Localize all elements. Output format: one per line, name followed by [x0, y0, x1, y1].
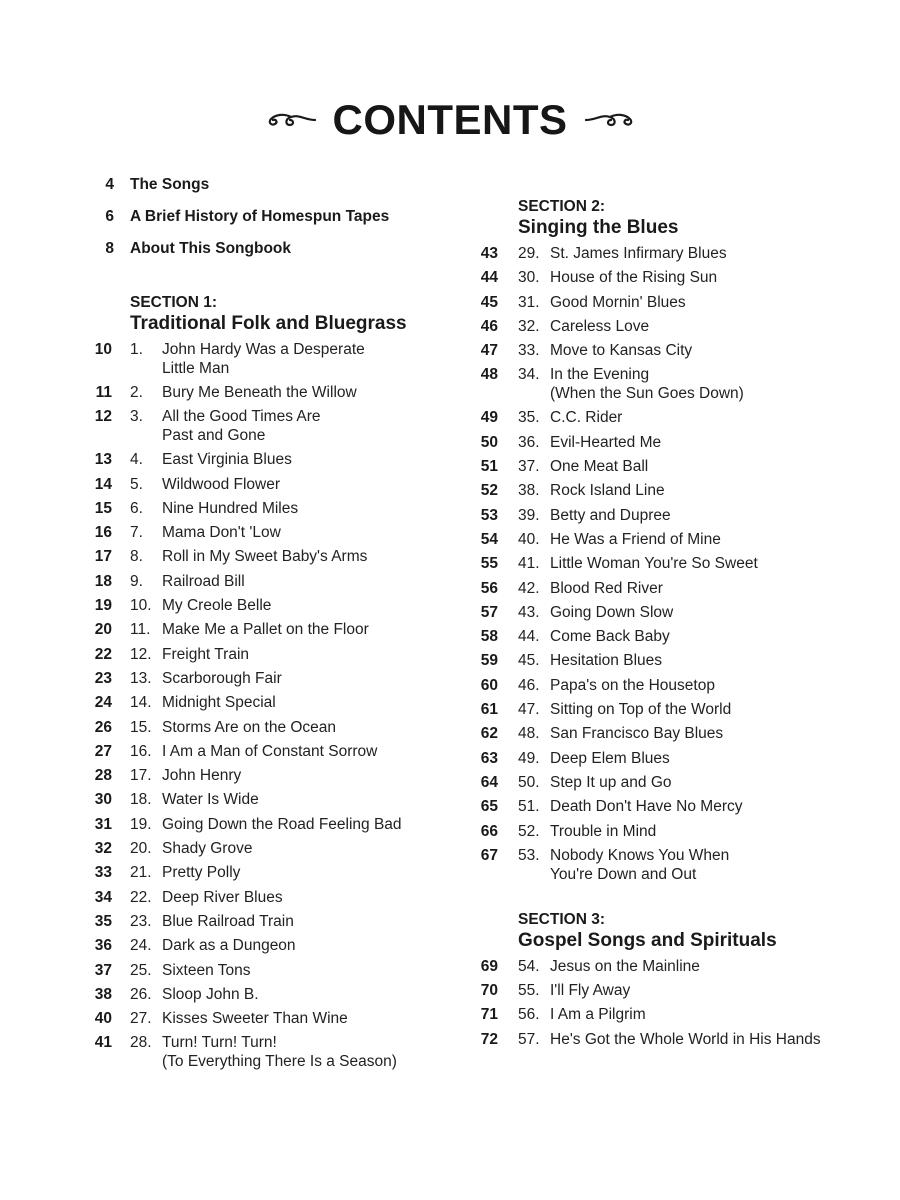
page-number: 35	[94, 912, 112, 930]
entry-title: The Songs	[130, 176, 210, 193]
song-number: 1.	[130, 341, 143, 358]
right-column	[468, 198, 868, 1054]
song-title: All the Good Times Are Past and Gone	[162, 408, 321, 445]
song-number: 38.	[518, 482, 540, 500]
song-title: One Meat Ball	[550, 458, 649, 476]
song-title: Turn! Turn! Turn! (To Everything There Is a Season)	[162, 1034, 397, 1071]
song-title: East Virginia Blues	[162, 451, 292, 469]
toc-entry[interactable]	[468, 1030, 868, 1054]
song-number: 24.	[130, 937, 152, 955]
toc-entry[interactable]	[80, 815, 440, 839]
song-title: Deep Elem Blues	[550, 749, 670, 767]
song-title: Roll in My Sweet Baby's Arms	[162, 548, 368, 566]
song-number: 33.	[518, 342, 540, 360]
song-number: 25.	[130, 961, 152, 979]
toc-entry[interactable]	[468, 651, 868, 675]
song-number: 52.	[518, 822, 540, 840]
page-number: 61	[480, 701, 498, 719]
song-title: Hesitation Blues	[550, 652, 663, 670]
song-number: 53.	[518, 846, 540, 864]
song-title: Trouble in Mind	[550, 822, 657, 840]
toc-entry[interactable]	[80, 596, 440, 620]
song-number: 28.	[130, 1034, 152, 1052]
toc-entry[interactable]	[468, 433, 868, 457]
section-header	[80, 294, 440, 336]
song-title: Blue Railroad Train	[162, 912, 294, 930]
song-title: Midnight Special	[162, 694, 276, 712]
toc-entry[interactable]	[80, 790, 440, 814]
page-number: 49	[480, 409, 498, 427]
page-number: 19	[94, 597, 112, 615]
page-number: 34	[94, 888, 112, 906]
song-title: Pretty Polly	[162, 864, 241, 882]
page-number: 16	[94, 524, 112, 542]
page-number: 27	[94, 742, 112, 760]
page-number: 23	[94, 669, 112, 687]
intro-item[interactable]	[80, 208, 440, 240]
song-title: C.C. Rider	[550, 409, 623, 427]
toc-entry[interactable]	[80, 863, 440, 887]
song-number: 14.	[130, 694, 152, 712]
page-number: 67	[480, 846, 498, 864]
page-number: 38	[94, 985, 112, 1003]
page-number: 8	[105, 240, 114, 257]
page-number: 13	[94, 451, 112, 469]
song-title: Mama Don't 'Low	[162, 524, 281, 542]
section-label: SECTION 2:	[518, 198, 605, 215]
right-flourish-icon	[582, 109, 636, 131]
page-number: 58	[480, 628, 498, 646]
page-number: 60	[480, 676, 498, 694]
page-number: 48	[480, 366, 498, 384]
section-gospel	[468, 911, 868, 1054]
song-title: I'll Fly Away	[550, 982, 631, 1000]
song-title: Kisses Sweeter Than Wine	[162, 1010, 348, 1028]
section-singing-blues	[468, 198, 868, 889]
toc-entry[interactable]	[80, 742, 440, 766]
song-number: 50.	[518, 773, 540, 791]
song-number: 29.	[518, 245, 540, 262]
song-number: 31.	[518, 293, 540, 311]
page-number: 37	[94, 961, 112, 979]
song-number: 57.	[518, 1030, 540, 1048]
song-title: Rock Island Line	[550, 482, 665, 500]
song-number: 34.	[518, 366, 540, 384]
song-number: 45.	[518, 652, 540, 670]
page-number: 71	[480, 1006, 498, 1024]
page-number: 28	[94, 767, 112, 785]
page-number: 32	[94, 840, 112, 858]
toc-entry[interactable]	[468, 981, 868, 1005]
song-title: Freight Train	[162, 645, 250, 663]
intro-item[interactable]	[80, 176, 440, 208]
song-number: 55.	[518, 982, 540, 1000]
toc-entry[interactable]	[80, 936, 440, 960]
page-number: 72	[480, 1030, 498, 1048]
toc-entry[interactable]	[468, 700, 868, 724]
song-number: 56.	[518, 1006, 540, 1024]
toc-entry[interactable]	[80, 475, 440, 499]
song-number: 21.	[130, 864, 152, 882]
section-header	[468, 911, 868, 953]
song-title: Sloop John B.	[162, 985, 259, 1003]
page-number: 65	[480, 798, 498, 816]
entry-title: A Brief History of Homespun Tapes	[130, 208, 390, 225]
toc-entry[interactable]	[80, 1009, 440, 1033]
song-number: 42.	[518, 579, 540, 597]
intro-item[interactable]	[80, 240, 440, 272]
toc-entry[interactable]	[468, 957, 868, 981]
page-number: 52	[480, 482, 498, 500]
song-title: Death Don't Have No Mercy	[550, 798, 743, 816]
song-number: 44.	[518, 628, 540, 646]
toc-entry[interactable]	[468, 797, 868, 821]
song-number: 40.	[518, 530, 540, 548]
song-title: Betty and Dupree	[550, 506, 671, 524]
song-title: Make Me a Pallet on the Floor	[162, 621, 369, 639]
song-title: Nobody Knows You When You're Down and Out	[550, 846, 730, 883]
song-number: 37.	[518, 458, 540, 476]
toc-entry[interactable]	[468, 724, 868, 748]
song-number: 11.	[130, 621, 151, 639]
toc-entry[interactable]	[80, 450, 440, 474]
toc-entry[interactable]	[468, 773, 868, 797]
page-number: 45	[480, 293, 498, 311]
toc-entry[interactable]	[468, 506, 868, 530]
toc-entry[interactable]	[80, 523, 440, 547]
page-number: 59	[480, 652, 498, 670]
song-title: Dark as a Dungeon	[162, 937, 296, 955]
song-title: Jesus on the Mainline	[550, 957, 700, 975]
toc-entry[interactable]	[468, 554, 868, 578]
toc-entry[interactable]	[80, 888, 440, 912]
toc-entry[interactable]	[468, 822, 868, 846]
song-number: 30.	[518, 269, 540, 287]
toc-entry[interactable]	[468, 603, 868, 627]
page-number: 14	[94, 475, 112, 493]
song-title: Bury Me Beneath the Willow	[162, 384, 357, 401]
left-flourish-icon	[265, 109, 319, 131]
page-number: 55	[480, 555, 498, 573]
song-title: Come Back Baby	[550, 628, 670, 646]
song-number: 17.	[130, 767, 152, 785]
toc-entry[interactable]	[468, 676, 868, 700]
toc-entry[interactable]	[80, 547, 440, 571]
toc-entry[interactable]	[80, 985, 440, 1009]
toc-entry[interactable]	[80, 961, 440, 985]
page-number: 18	[94, 572, 112, 590]
toc-entry[interactable]	[80, 620, 440, 644]
toc-entry[interactable]	[468, 408, 868, 432]
song-title: Going Down the Road Feeling Bad	[162, 815, 402, 833]
page-number: 63	[480, 749, 498, 767]
song-title: Little Woman You're So Sweet	[550, 555, 758, 573]
song-number: 4.	[130, 451, 143, 469]
song-number: 22.	[130, 888, 152, 906]
song-number: 27.	[130, 1010, 152, 1028]
page-number: 33	[94, 864, 112, 882]
song-title: Scarborough Fair	[162, 669, 282, 687]
song-title: Sixteen Tons	[162, 961, 251, 979]
song-title: Sitting on Top of the World	[550, 701, 732, 719]
toc-entry[interactable]	[468, 341, 868, 365]
song-number: 8.	[130, 548, 143, 566]
song-number: 32.	[518, 317, 540, 335]
page-number: 62	[480, 725, 498, 743]
section-label: SECTION 3:	[518, 910, 605, 928]
song-number: 36.	[518, 433, 540, 451]
page-number: 57	[480, 603, 498, 621]
song-title: I Am a Man of Constant Sorrow	[162, 742, 378, 760]
page-number: 24	[94, 694, 112, 712]
song-title: Papa's on the Housetop	[550, 676, 715, 694]
page-number: 44	[480, 269, 498, 287]
section-title: Traditional Folk and Bluegrass	[130, 313, 407, 334]
page-number: 47	[480, 342, 498, 360]
page-number: 70	[480, 982, 498, 1000]
page-number: 36	[94, 937, 112, 955]
page-title: CONTENTS	[332, 96, 568, 143]
song-title: Good Mornin' Blues	[550, 293, 686, 311]
intro-list	[80, 176, 440, 272]
song-title: He's Got the Whole World in His Hands	[550, 1030, 821, 1048]
page-number: 41	[94, 1034, 112, 1052]
toc-entry[interactable]	[468, 457, 868, 481]
toc-entry[interactable]	[80, 718, 440, 742]
song-number: 7.	[130, 524, 143, 542]
page-number: 10	[94, 341, 112, 358]
page-number: 64	[480, 773, 498, 791]
toc-entry[interactable]	[468, 317, 868, 341]
page-number: 54	[480, 530, 498, 548]
toc-entry[interactable]	[468, 365, 868, 408]
song-title: Shady Grove	[162, 840, 253, 858]
song-number: 10.	[130, 597, 152, 615]
song-title: Water Is Wide	[162, 791, 259, 809]
song-title: Nine Hundred Miles	[162, 499, 299, 517]
toc-entry[interactable]	[468, 268, 868, 292]
song-number: 49.	[518, 749, 540, 767]
entry-title: About This Songbook	[130, 240, 292, 257]
song-number: 16.	[130, 742, 152, 760]
toc-entry[interactable]	[80, 1033, 440, 1076]
song-title: In the Evening (When the Sun Goes Down)	[550, 366, 744, 403]
song-number: 48.	[518, 725, 540, 743]
page-number: 66	[480, 822, 498, 840]
song-number: 9.	[130, 572, 143, 590]
toc-entry[interactable]	[80, 572, 440, 596]
song-title: House of the Rising Sun	[550, 269, 718, 287]
page-number: 56	[480, 579, 498, 597]
page-number: 20	[94, 621, 112, 639]
page-number: 17	[94, 548, 112, 566]
page-number: 6	[105, 208, 114, 225]
song-title: Evil-Hearted Me	[550, 433, 662, 451]
left-column	[80, 176, 440, 1076]
page-number: 46	[480, 317, 498, 335]
song-number: 46.	[518, 676, 540, 694]
page-number: 50	[480, 433, 498, 451]
page-number: 15	[94, 499, 112, 517]
toc-entry[interactable]	[468, 481, 868, 505]
page-number: 53	[480, 506, 498, 524]
song-number: 18.	[130, 791, 152, 809]
section-label: SECTION 1:	[130, 294, 217, 311]
page-number: 31	[94, 815, 112, 833]
page-number: 11	[95, 384, 112, 401]
toc-entry[interactable]	[468, 627, 868, 651]
page-number: 69	[480, 957, 498, 975]
song-number: 54.	[518, 957, 540, 975]
contents-heading	[0, 93, 900, 147]
toc-entry[interactable]	[468, 530, 868, 554]
toc-entry[interactable]	[80, 407, 440, 450]
section-title: Singing the Blues	[518, 217, 679, 238]
section-header	[468, 198, 868, 240]
page-number: 22	[94, 645, 112, 663]
toc-entry[interactable]	[80, 645, 440, 669]
song-number: 13.	[130, 669, 152, 687]
toc-entry[interactable]	[468, 749, 868, 773]
song-title: Blood Red River	[550, 579, 663, 597]
song-number: 26.	[130, 985, 152, 1003]
page-number: 51	[480, 458, 498, 476]
song-title: St. James Infirmary Blues	[550, 245, 727, 262]
toc-entry[interactable]	[80, 383, 440, 407]
section-traditional-folk	[80, 294, 440, 1076]
toc-entry[interactable]	[468, 244, 868, 268]
song-number: 39.	[518, 506, 540, 524]
song-number: 3.	[130, 408, 143, 426]
page-number: 4	[105, 176, 114, 193]
song-number: 35.	[518, 409, 540, 427]
song-number: 43.	[518, 603, 540, 621]
page-number: 40	[94, 1010, 112, 1028]
page-number: 43	[480, 245, 498, 262]
song-number: 20.	[130, 840, 152, 858]
toc-entry[interactable]	[80, 669, 440, 693]
toc-entry[interactable]	[468, 293, 868, 317]
song-title: Storms Are on the Ocean	[162, 718, 337, 736]
toc-entry[interactable]	[80, 499, 440, 523]
song-number: 2.	[130, 384, 143, 401]
song-title: Move to Kansas City	[550, 342, 693, 360]
song-number: 23.	[130, 912, 152, 930]
song-title: Wildwood Flower	[162, 475, 281, 493]
song-number: 19.	[130, 815, 152, 833]
song-title: He Was a Friend of Mine	[550, 530, 721, 548]
toc-entry[interactable]	[468, 1005, 868, 1029]
page-number: 30	[94, 791, 112, 809]
toc-entry[interactable]	[468, 579, 868, 603]
song-number: 5.	[130, 475, 143, 493]
toc-entry[interactable]	[80, 766, 440, 790]
section-title: Gospel Songs and Spirituals	[518, 929, 777, 951]
song-number: 47.	[518, 701, 540, 719]
toc-entry[interactable]	[80, 693, 440, 717]
toc-entry[interactable]	[468, 846, 868, 889]
song-title: Deep River Blues	[162, 888, 283, 906]
toc-entry[interactable]	[80, 912, 440, 936]
song-title: John Hardy Was a Desperate Little Man	[162, 341, 365, 377]
song-title: San Francisco Bay Blues	[550, 725, 724, 743]
song-number: 41.	[518, 555, 540, 573]
song-title: Going Down Slow	[550, 603, 674, 621]
page-number: 26	[94, 718, 112, 736]
toc-entry[interactable]	[80, 839, 440, 863]
song-number: 51.	[518, 798, 540, 816]
song-number: 6.	[130, 499, 143, 517]
song-title: Railroad Bill	[162, 572, 245, 590]
song-title: Careless Love	[550, 317, 650, 335]
song-title: I Am a Pilgrim	[550, 1006, 646, 1024]
song-number: 15.	[130, 718, 152, 736]
song-title: John Henry	[162, 767, 242, 785]
song-title: Step It up and Go	[550, 773, 672, 791]
toc-entry[interactable]	[80, 340, 440, 383]
page-number: 12	[94, 408, 112, 426]
song-number: 12.	[130, 645, 152, 663]
song-title: My Creole Belle	[162, 597, 272, 615]
